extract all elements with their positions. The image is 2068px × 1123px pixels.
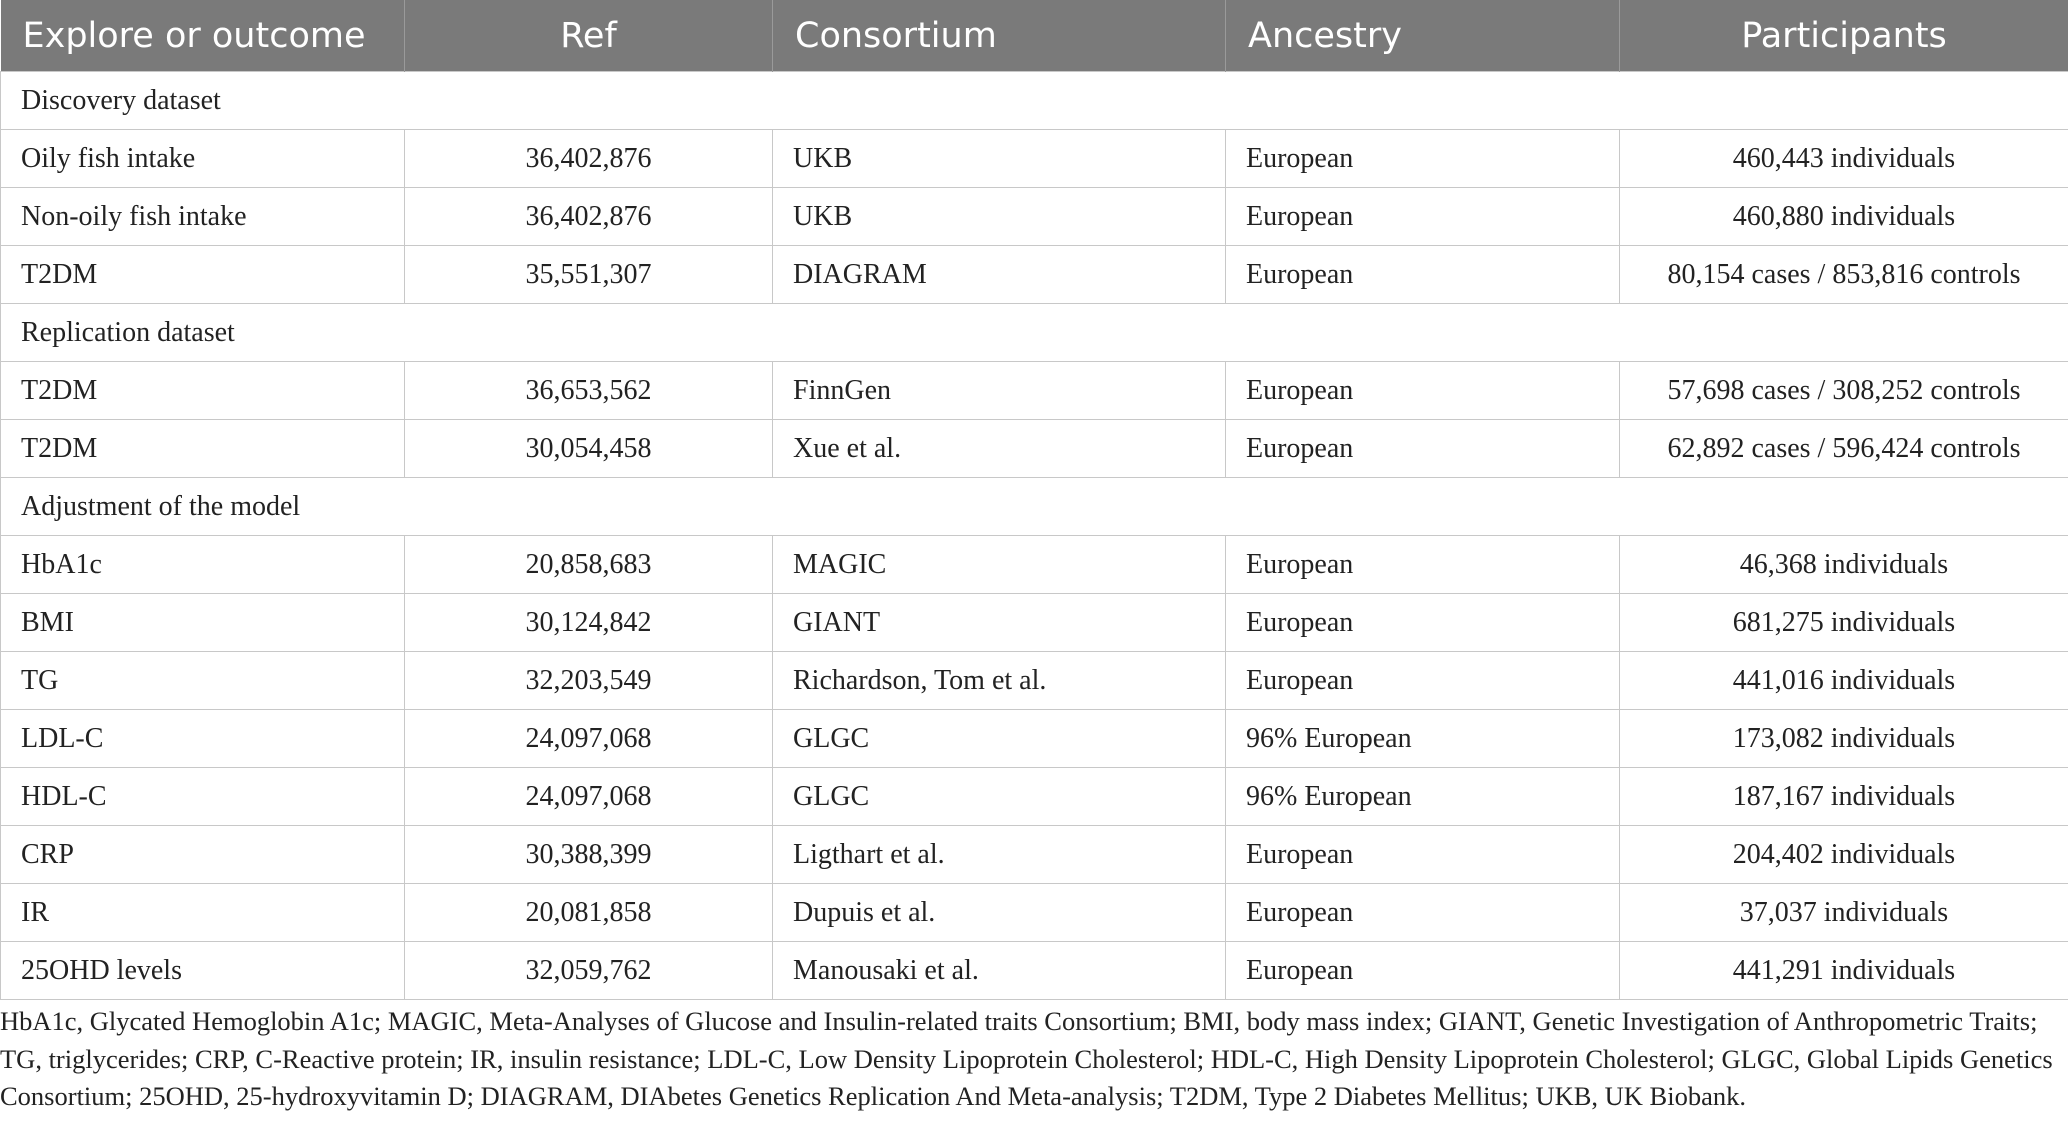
header-ancestry: Ancestry xyxy=(1226,0,1620,72)
cell-explore-or-outcome: IR xyxy=(1,884,405,942)
table-row xyxy=(1,130,2068,188)
cell-participants: 187,167 individuals xyxy=(1620,768,2068,826)
cell-consortium: Richardson, Tom et al. xyxy=(773,652,1226,710)
section-title: Adjustment of the model xyxy=(1,478,2068,536)
cell-explore-or-outcome: LDL-C xyxy=(1,710,405,768)
cell-participants: 37,037 individuals xyxy=(1620,884,2068,942)
table-row xyxy=(1,768,2068,826)
cell-explore-or-outcome: BMI xyxy=(1,594,405,652)
cell-ancestry: 96% European xyxy=(1226,710,1620,768)
table-row xyxy=(1,826,2068,884)
cell-ancestry: European xyxy=(1226,942,1620,1000)
section-row xyxy=(1,478,2068,536)
cell-explore-or-outcome: 25OHD levels xyxy=(1,942,405,1000)
cell-participants: 46,368 individuals xyxy=(1620,536,2068,594)
cell-ref: 32,059,762 xyxy=(405,942,773,1000)
cell-explore-or-outcome: T2DM xyxy=(1,362,405,420)
cell-ancestry: 96% European xyxy=(1226,768,1620,826)
cell-ref: 36,402,876 xyxy=(405,188,773,246)
cell-participants: 460,443 individuals xyxy=(1620,130,2068,188)
table-row xyxy=(1,652,2068,710)
cell-ref: 36,402,876 xyxy=(405,130,773,188)
cell-consortium: UKB xyxy=(773,188,1226,246)
cell-ancestry: European xyxy=(1226,884,1620,942)
cell-consortium: Ligthart et al. xyxy=(773,826,1226,884)
header-participants: Participants xyxy=(1620,0,2068,72)
cell-consortium: DIAGRAM xyxy=(773,246,1226,304)
cell-explore-or-outcome: Oily fish intake xyxy=(1,130,405,188)
cell-explore-or-outcome: TG xyxy=(1,652,405,710)
table-row xyxy=(1,536,2068,594)
cell-explore-or-outcome: Non-oily fish intake xyxy=(1,188,405,246)
table-row xyxy=(1,362,2068,420)
cell-participants: 441,016 individuals xyxy=(1620,652,2068,710)
cell-consortium: MAGIC xyxy=(773,536,1226,594)
cell-ancestry: European xyxy=(1226,652,1620,710)
cell-ancestry: European xyxy=(1226,594,1620,652)
cell-ancestry: European xyxy=(1226,420,1620,478)
cell-explore-or-outcome: HbA1c xyxy=(1,536,405,594)
cell-ref: 30,124,842 xyxy=(405,594,773,652)
cell-ancestry: European xyxy=(1226,188,1620,246)
cell-consortium: FinnGen xyxy=(773,362,1226,420)
cell-consortium: UKB xyxy=(773,130,1226,188)
cell-participants: 204,402 individuals xyxy=(1620,826,2068,884)
cell-consortium: Manousaki et al. xyxy=(773,942,1226,1000)
cell-consortium: GIANT xyxy=(773,594,1226,652)
section-title: Replication dataset xyxy=(1,304,2068,362)
cell-participants: 681,275 individuals xyxy=(1620,594,2068,652)
cell-ref: 24,097,068 xyxy=(405,768,773,826)
cell-ancestry: European xyxy=(1226,536,1620,594)
cell-explore-or-outcome: CRP xyxy=(1,826,405,884)
table-row xyxy=(1,246,2068,304)
cell-consortium: GLGC xyxy=(773,710,1226,768)
cell-consortium: Dupuis et al. xyxy=(773,884,1226,942)
cell-ancestry: European xyxy=(1226,826,1620,884)
cell-explore-or-outcome: HDL-C xyxy=(1,768,405,826)
table-footnote: HbA1c, Glycated Hemoglobin A1c; MAGIC, Meta-Analyses of Glucose and Insulin-related traits Consortium; BMI, body mass index; GIANT, Genetic Investigation of Anthropometric Traits; TG, triglycerides; CRP, C-Reactive protein; IR, insulin resistance; LDL-C, Low Density Lipoprotein Cholesterol; HDL-C, High Density Lipoprotein Cholesterol; GLGC, Global Lipids Genetics Consortium; 25OHD, 25-hydroxyvitamin D; DIAGRAM, DIAbetes Genetics Replication And Meta-analysis; T2DM, Type 2 Diabetes Mellitus; UKB, UK Biobank. xyxy=(0,1006,2053,1111)
cell-participants: 62,892 cases / 596,424 controls xyxy=(1620,420,2068,478)
cell-ref: 20,858,683 xyxy=(405,536,773,594)
section-row xyxy=(1,72,2068,130)
cell-participants: 441,291 individuals xyxy=(1620,942,2068,1000)
cell-ref: 24,097,068 xyxy=(405,710,773,768)
cell-ref: 36,653,562 xyxy=(405,362,773,420)
cell-explore-or-outcome: T2DM xyxy=(1,246,405,304)
table-row xyxy=(1,942,2068,1000)
cell-ref: 32,203,549 xyxy=(405,652,773,710)
cell-participants: 80,154 cases / 853,816 controls xyxy=(1620,246,2068,304)
cell-ref: 35,551,307 xyxy=(405,246,773,304)
cell-ancestry: European xyxy=(1226,246,1620,304)
table-row xyxy=(1,884,2068,942)
header-consortium: Consortium xyxy=(773,0,1226,72)
table-row xyxy=(1,420,2068,478)
cell-consortium: GLGC xyxy=(773,768,1226,826)
cell-participants: 460,880 individuals xyxy=(1620,188,2068,246)
cell-participants: 173,082 individuals xyxy=(1620,710,2068,768)
table-body xyxy=(1,72,2068,1000)
cell-explore-or-outcome: T2DM xyxy=(1,420,405,478)
table-row xyxy=(1,188,2068,246)
cell-consortium: Xue et al. xyxy=(773,420,1226,478)
table-row xyxy=(1,710,2068,768)
cell-ancestry: European xyxy=(1226,130,1620,188)
cell-participants: 57,698 cases / 308,252 controls xyxy=(1620,362,2068,420)
table-row xyxy=(1,594,2068,652)
cell-ref: 30,388,399 xyxy=(405,826,773,884)
table-header-row xyxy=(1,0,2068,72)
cell-ref: 30,054,458 xyxy=(405,420,773,478)
section-title: Discovery dataset xyxy=(1,72,2068,130)
cell-ancestry: European xyxy=(1226,362,1620,420)
header-explore-or-outcome: Explore or outcome xyxy=(1,0,405,72)
header-ref: Ref xyxy=(405,0,773,72)
cell-ref: 20,081,858 xyxy=(405,884,773,942)
section-row xyxy=(1,304,2068,362)
